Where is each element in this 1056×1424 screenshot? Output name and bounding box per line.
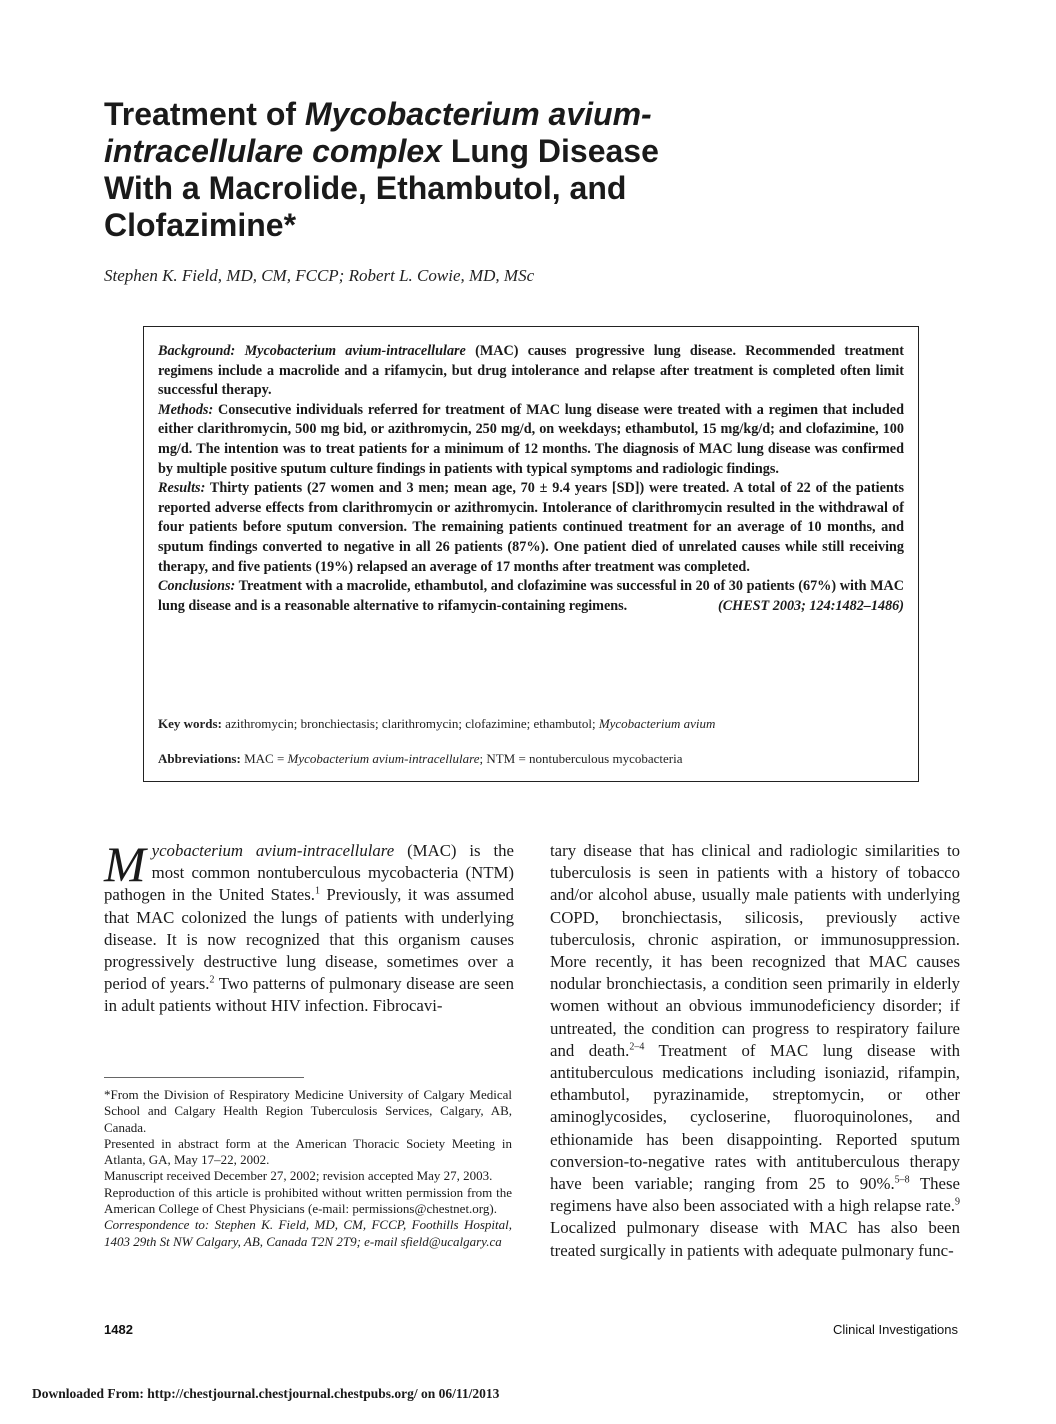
article-title: Treatment of Mycobacterium avium- intracellulare complex Lung Disease With a Macrolide, Ethambutol, and Clofazimine* (104, 96, 659, 243)
body-column-left: Mycobacterium avium-intracellulare (MAC) is the most common nontuberculous mycobacteria (NTM) pathogen in the United States.$^1$ Previously, it was assumed that MAC colonized the lungs of patients with underlying disease. It is now recognized that this organism causes progressively destructive lung disease, sometimes over a period of years.$^2$ Two patterns of pulmonary disease are seen in adult patients without HIV infection. Fibrocavi- (104, 836, 514, 1016)
abstract (158, 342, 904, 616)
download-note: Downloaded From: http://chestjournal.chestjournal.chestpubs.org/ on 06/11/2013 (32, 1386, 500, 1401)
footnote-affiliation: *From the Division of Respiratory Medicine University of Calgary Medical School and Calgary Health Region Tuberculosis Services, Calgary, AB, Canada. (104, 1087, 512, 1135)
page-number: 1482 (104, 1322, 133, 1337)
author-list: Stephen K. Field, MD, CM, FCCP; Robert L. Cowie, MD, MSc (104, 266, 535, 285)
keywords: Key words: azithromycin; bronchiectasis; clarithromycin; clofazimine; ethambutol; Mycobacterium avium (158, 716, 716, 731)
footnote-presented: Presented in abstract form at the American Thoracic Society Meeting in Atlanta, GA, May 17–22, 2002. (104, 1135, 512, 1168)
citation: (CHEST 2003; 124:1482–1486) (717, 597, 904, 614)
footnote-correspondence: Correspondence to: Stephen K. Field, MD, CM, FCCP, Foothills Hospital, 1403 29th St NW Calgary, AB, Canada T2N 2T9; e-mail sfield@ucalgary.ca (104, 1217, 512, 1249)
abstract-background: Background: Mycobacterium avium-intracellulare (MAC) causes progressive lung disease. Recommended treatment regimens include a macrolide and a rifamycin, but drug intolerance and relapse after treatment is completed often limit successful therapy. (158, 343, 905, 399)
abstract-conclusions: Conclusions: Treatment with a macrolide, ethambutol, and clofazimine was successful in 20 of 30 patients (67%) with MAC lung disease and is a reasonable alternative to rifamycin-containing regimens. (CHEST 2003; 124:1482–1486) (158, 577, 904, 616)
dropcap: M (104, 836, 146, 892)
section-label: Clinical Investigations (832, 1322, 958, 1337)
abbreviations: Abbreviations: MAC = Mycobacterium avium-intracellulare; NTM = nontuberculous mycobacteria (158, 751, 683, 766)
footnote-manuscript: Manuscript received December 27, 2002; revision accepted May 27, 2003. (104, 1168, 493, 1184)
footnote-rule (104, 1077, 304, 1078)
body-column-right: tary disease that has clinical and radiologic similarities to tuberculosis is seen in patients with a history of tobacco and/or alcohol abuse, usually male patients with underlying COPD, bronchiectasis, silicosis, previously active tuberculosis, chronic aspiration, or immunosuppression. More recently, it has been recognized that MAC causes nodular bronchiectasis, a condition seen primarily in elderly women without an obvious immunodeficiency disorder; if untreated, the condition can progress to respiratory failure and death.$^{2-4}$ Treatment of MAC lung disease with antituberculous medications including isoniazid, rifampin, ethambutol, pyrazinamide, streptomycin, or other aminoglycosides, cycloserine, fluoroquinolones, and ethionamide has been disappointing. Reported sputum conversion-to-negative rates with antituberculous therapy have been variable; ranging from 25 to 90%.$^{5-8}$ These regimens have also been associated with a high relapse rate.$^9$ Localized pulmonary disease with MAC has also been treated surgically in patients with adequate pulmonary func- (550, 841, 960, 1260)
abstract-results: Results: Thirty patients (27 women and 3 men; mean age, 70 ± 9.4 years [SD]) were treated. A total of 22 of the patients reported adverse effects from clarithromycin or azithromycin. Intolerance of clarithromycin resulted in the withdrawal of four patients before sputum conversion. The remaining patients continued treatment for an average of 10 months, and sputum findings converted to negative in all 26 patients (87%). One patient died of unrelated causes while still receiving therapy, and five patients (19%) relapsed an average of 17 months after treatment was completed. (158, 480, 904, 575)
footnote-reproduction: Reproduction of this article is prohibited without written permission from the American College of Chest Physicians (e-mail: permissions@chestnet.org). (104, 1184, 512, 1217)
abstract-methods: Methods: Consecutive individuals referred for treatment of MAC lung disease were treated with a regimen that included either clarithromycin, 500 mg bid, or azithromycin, 250 mg/d, on weekdays; ethambutol, 15 mg/kg/d; and clofazimine, 100 mg/d. The intention was to treat patients for a minimum of 12 months. The diagnosis of MAC lung disease was confirmed by multiple positive sputum culture findings in patients with typical symptoms and radiologic findings. (158, 401, 904, 477)
footnotes (104, 1087, 512, 1250)
